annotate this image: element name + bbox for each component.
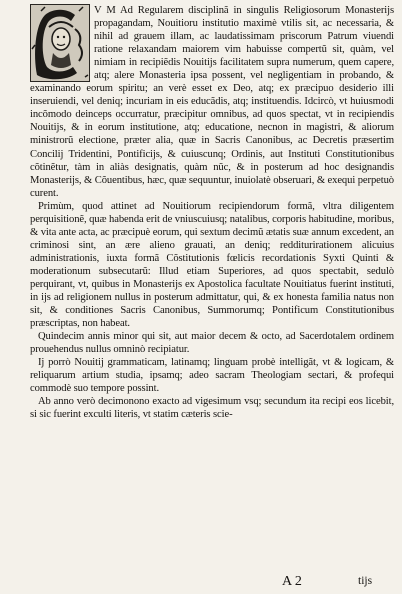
drop-cap-spacer <box>30 4 94 82</box>
paragraph-5: Ab anno verò decimonono exacto ad vigesimum vsq; secundum ita recipi eos licebit, si sic fuerint exculti literis, vt statim cæteris scie- <box>30 396 394 421</box>
paragraph-3: Quindecim annis minor qui sit, aut maior decem & octo, ad Sacerdotalem ordinem prouehendus nullus omninò recipiatur. <box>30 331 394 356</box>
page-footer <box>0 574 402 590</box>
signature-mark: A 2 <box>282 574 302 589</box>
catchword: tijs <box>358 575 373 587</box>
paragraph-4: Ij porrò Nouitij grammaticam, latinamq; linguam probè intelligãt, vt & logicam, & reliquarum artium studia, ipsamq; adeo sacram Theologiam sectari, & profequi commodè suo tempore possint. <box>30 357 394 395</box>
paragraph-2: Primùm, quod attinet ad Nouitiorum recipiendorum formã, vltra diligentem perquisitionẽ, quæ habenda erit de vniuscuiusq; natalibus, corporis habitudine, moribus, & vita ante acta, ac præcipuè eorum, qui sextum decimũ ætatis suæ annum excedent, an criminosi sint, an ære alieno grauati, an deniq; redditurirationem alicuius administrationis, iuxta formã Cõstitutionis fœlicis recordationis Syxti Quinti & moderationum subsecutarũ: Illud etiam Superiores, ad quos spectabit, sedulò perquirant, vt, quibus in Monasterijs ex Apostolica facultate Nouitiatus fuerint instituti, in ijs ad religionem nullus in posterum admittatur, qui, & ex honesta familia natus non sit, & conditiones Sacris Canonibus, Summorumq; Pontificum Constitutionibus præscriptas, non habeat. <box>30 200 394 330</box>
body-text <box>30 4 394 422</box>
paragraph-1: V M Ad Regularem disciplinã in singulis Religiosorum Monasterijs propagandam, Nouitioru institutio maximè vtilis sit, ac necessaria, & nihil ad grauem illam, ac laudatissimam priscorum Patrum viuendi ratione relaxandam maiorem vim habuisse compertũ sit, quàm, vel nimiam in recipiẽdis Nouitijs facilitatem supra numerum, quem capere, atq; alere Monasteria ipsa possent, vel negligentiam in probando, & examinando eorum spiritu; an verè esset ex Deo, atq; ex præcipuo desiderio illi inseruiendi, vel deniq; incuriam in eis educãdis, atq; instituendis. Idcircò, vt huiusmodi incõmodo deinceps occurratur, præcipitur omnibus, ad quos spectat, vt in recipiendis Nouitijs, & in eorum institutione, atq; educatione, necnon in magistri, & aliorum ministrorũ electione, præter alia, quæ in Sacris Canonibus, ac Decretis præsertim Concilij Tridentini, Pontificijs, & cuiuscunq; Ordinis, aut Instituti Constitutionibus cõtinẽtur, tàm in aliàs designatis, quàm nũc, & in posterum ad hoc designandis Monasterijs, & Cõuentibus, hæc, quæ sequuntur, inuiolatè obseruari, & exequi perpetuò curent. <box>30 5 394 199</box>
